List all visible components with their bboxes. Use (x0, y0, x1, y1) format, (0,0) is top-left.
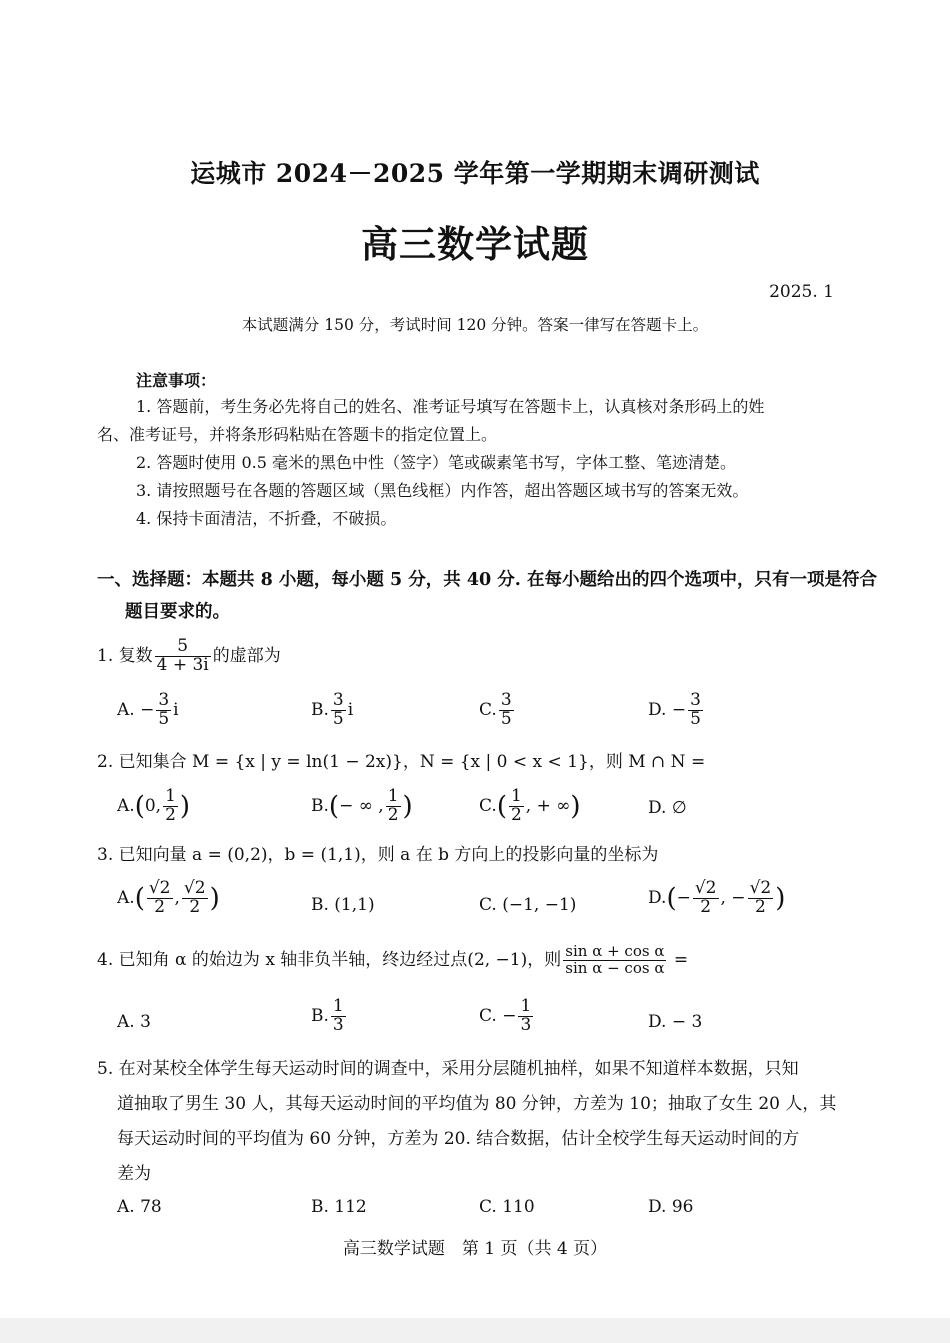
exam-header-title: 运城市 2024－2025 学年第一学期期末调研测试 (190, 159, 760, 188)
exam-subject-title: 高三数学试题 (361, 222, 589, 266)
q3-option-a[interactable]: A.( $\frac{√2}{2}$ , $\frac{√2}{2}$ ) (117, 878, 220, 917)
question-5-line-2: 道抽取了男生 30 人，其每天运动时间的平均值为 80 分钟，方差为 10；抽取了女生 20 人，其 (117, 1094, 837, 1114)
option-fraction (518, 998, 533, 1035)
q4-option-c[interactable] (479, 998, 535, 1035)
option-label: A. (117, 887, 135, 908)
option-fraction (163, 788, 178, 825)
fraction-denominator: 2 (189, 896, 201, 917)
option-fraction (156, 692, 171, 729)
q3-option-d[interactable]: D.(− $\frac{√2}{2}$ , − $\frac{√2}{2}$ ) (648, 878, 786, 917)
fraction-numerator: 1 (387, 786, 399, 806)
option-label: A. (117, 699, 135, 720)
question-3: 3. 已知向量 a = (0,2)，b = (1,1)，则 a 在 b 方向上的投影向量的坐标为 (97, 845, 659, 865)
section-heading: 一、选择题：本题共 8 小题，每小题 5 分，共 40 分. 在每小题给出的四个选项中，只有一项是符合 (97, 570, 877, 590)
option-sign: − (671, 699, 687, 720)
fraction-denominator: 2 (510, 804, 522, 825)
q1-option-b[interactable] (311, 692, 353, 729)
option-text: , + ∞ (525, 795, 571, 816)
option-label: C. (479, 1005, 497, 1026)
fraction-denominator: 2 (165, 804, 176, 825)
notice-item-2: 2. 答题时使用 0.5 毫米的黑色中性（签字）笔或碳素笔书写，字体工整、笔迹清楚。 (136, 453, 736, 472)
q5-option-b[interactable]: B. 112 (311, 1197, 367, 1217)
option-fraction (331, 998, 346, 1035)
option-fraction (693, 880, 719, 917)
option-fraction (331, 692, 346, 729)
option-fraction (386, 788, 401, 825)
page-footer: 高三数学试题 第 1 页（共 4 页） (342, 1239, 608, 1259)
left-paren: ( (666, 883, 677, 914)
fraction-denominator: 2 (700, 896, 712, 917)
notice-item-4: 4. 保持卡面清洁，不折叠，不破损。 (136, 509, 397, 528)
fraction-numerator: √2 (183, 878, 206, 898)
fraction-denominator: sin α − cos α (565, 958, 665, 977)
fraction-denominator: 2 (387, 804, 399, 825)
option-label: B. (311, 795, 329, 816)
q2-option-a[interactable] (117, 788, 190, 825)
q3-option-b[interactable]: B. (1,1) (311, 895, 375, 915)
notice-item-3: 3. 请按照题号在各题的答题区域（黑色线框）内作答，超出答题区域书写的答案无效。 (136, 481, 749, 500)
exam-date: 2025. 1 (769, 282, 834, 302)
right-paren: ) (775, 883, 786, 914)
q1-option-c[interactable] (479, 692, 516, 729)
fraction-denominator: 4 + 3i (156, 654, 209, 675)
left-paren: ( (328, 791, 340, 822)
question-5-line-3: 每天运动时间的平均值为 60 分钟，方差为 20. 结合数据，估计全校学生每天运动时间的方 (117, 1129, 800, 1149)
q5-option-a[interactable]: A. 78 (117, 1197, 162, 1217)
fraction-numerator: 5 (155, 638, 211, 657)
question-4 (97, 944, 688, 977)
right-paren: ) (402, 791, 413, 822)
fraction-numerator: 1 (332, 996, 344, 1016)
option-fraction (499, 692, 514, 729)
q2-option-d[interactable]: D. ∅ (648, 798, 687, 818)
question-4-suffix: = (673, 949, 689, 970)
option-fraction-2 (748, 880, 774, 917)
question-5-line-4: 差为 (117, 1164, 151, 1184)
question-4-prefix: 4. 已知角 α 的始边为 x 轴非负半轴，终边经过点(2, −1)，则 (97, 949, 562, 970)
question-2: 2. 已知集合 M = {x | y = ln(1 − 2x)}，N = {x | 0 < x < 1}，则 M ∩ N = (97, 752, 706, 772)
option-fraction (688, 692, 703, 729)
fraction-denominator: 2 (154, 896, 166, 917)
q1-option-d[interactable] (648, 692, 705, 729)
fraction-numerator: √2 (148, 878, 171, 898)
option-fraction-2 (182, 880, 208, 917)
question-1-suffix: 的虚部为 (212, 645, 281, 666)
fraction-denominator: 5 (690, 708, 701, 729)
option-label: D. (648, 887, 667, 908)
option-label: B. (311, 1005, 329, 1026)
option-label: B. (311, 699, 329, 720)
q5-option-d[interactable]: D. 96 (648, 1197, 694, 1217)
fraction-denominator: 5 (158, 708, 170, 729)
q3-option-c[interactable]: C. (−1, −1) (479, 895, 577, 915)
left-paren: ( (134, 883, 145, 914)
q2-option-c[interactable] (479, 788, 581, 825)
question-4-fraction (563, 944, 666, 977)
section-heading-cont: 题目要求的。 (125, 602, 230, 622)
option-sign: − (502, 1005, 517, 1026)
q1-option-a[interactable] (117, 692, 179, 729)
question-1-prefix: 1. 复数 (97, 645, 153, 666)
option-label: C. (479, 795, 497, 816)
option-tail: i (347, 699, 354, 720)
option-fraction (147, 880, 173, 917)
option-label: C. (479, 699, 497, 720)
notice-item-1-cont: 名、准考证号，并将条形码粘贴在答题卡的指定位置上。 (97, 425, 498, 444)
option-text: 0, (144, 795, 162, 816)
right-paren: ) (570, 791, 581, 822)
fraction-numerator: 1 (510, 786, 522, 806)
fraction-numerator: √2 (749, 878, 772, 898)
q4-option-d[interactable]: D. − 3 (648, 1012, 703, 1032)
fraction-numerator: 1 (520, 996, 532, 1016)
fraction-denominator: 5 (500, 708, 512, 729)
notice-item-1: 1. 答题前，考生务必先将自己的姓名、准考证号填写在答题卡上，认真核对条形码上的姓 (136, 397, 765, 416)
exam-intro: 本试题满分 150 分，考试时间 120 分钟。答案一律写在答题卡上。 (241, 316, 709, 334)
fraction-denominator: 2 (754, 896, 766, 917)
fraction-denominator: 5 (332, 708, 344, 729)
scan-bottom-edge (0, 1318, 950, 1343)
option-text: − ∞ , (339, 795, 384, 816)
question-1-fraction (155, 638, 211, 675)
question-1 (97, 638, 281, 675)
option-sign: − (140, 699, 155, 720)
option-label: D. (648, 699, 667, 720)
option-fraction (509, 788, 524, 825)
left-paren: ( (496, 791, 507, 822)
right-paren: ) (179, 791, 191, 822)
option-label: A. (117, 795, 135, 816)
notice-heading: 注意事项： (136, 371, 217, 390)
right-paren: ) (209, 883, 220, 914)
fraction-numerator: √2 (694, 878, 717, 898)
fraction-numerator: 3 (690, 690, 701, 710)
question-5-line-1: 5. 在对某校全体学生每天运动时间的调查中，采用分层随机抽样，如果不知道样本数据，只知 (97, 1059, 799, 1079)
q5-option-c[interactable]: C. 110 (479, 1197, 535, 1217)
left-paren: ( (134, 791, 145, 822)
fraction-numerator: sin α + cos α (565, 942, 665, 960)
fraction-numerator: 3 (158, 690, 170, 710)
fraction-numerator: 3 (332, 690, 344, 710)
fraction-numerator: 3 (500, 690, 512, 710)
q4-option-b[interactable] (311, 998, 348, 1035)
q2-option-b[interactable] (311, 788, 413, 825)
fraction-denominator: 3 (332, 1014, 344, 1035)
q4-option-a[interactable]: A. 3 (117, 1012, 151, 1032)
fraction-denominator: 3 (520, 1014, 532, 1035)
option-tail: i (173, 699, 179, 720)
fraction-numerator: 1 (165, 786, 176, 806)
